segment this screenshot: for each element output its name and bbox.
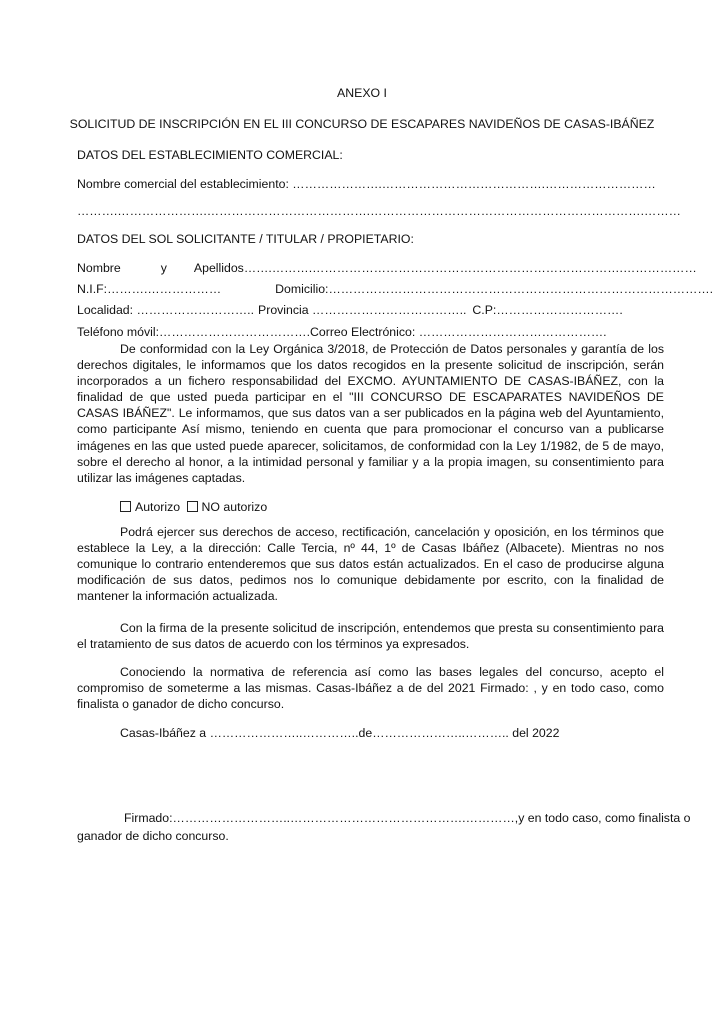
email-field[interactable] bbox=[310, 325, 607, 339]
month-dots: …………………..……….. bbox=[372, 726, 509, 740]
phone-label: Teléfono móvil: bbox=[77, 325, 160, 339]
province-dots: ……………………………….. bbox=[312, 303, 467, 317]
commercial-name-field[interactable] bbox=[77, 177, 656, 191]
address-label: Domicilio: bbox=[275, 282, 329, 296]
rules-paragraph: Conociendo la normativa de referencia así como las bases legales del concurso, acepto el compromiso de someterme a las mismas. Casas-Ibáñez a de del 2021 Firmado: , y en todo caso, como finalista o ganador de dicho concurso. bbox=[77, 665, 664, 712]
applicant-heading: DATOS DEL SOL SOLICITANTE / TITULAR / PROPIETARIO: bbox=[77, 232, 414, 246]
address-field[interactable] bbox=[275, 282, 713, 296]
date-place: Casas-Ibáñez a bbox=[120, 726, 207, 740]
not-authorize-option[interactable] bbox=[187, 500, 268, 514]
locality-dots: ……………………….. bbox=[136, 303, 255, 317]
signed-label: Firmado: bbox=[124, 811, 173, 825]
day-dots: …………………..………….. bbox=[209, 726, 359, 740]
privacy-paragraph: De conformidad con la Ley Orgánica 3/2018, de Protección de Datos personales y garantía de los derechos digitales, le informamos que los datos recogidos en la presente solicitud de inscripción, serán incorporados a un fichero responsabilidad del EXCMO. AYUNTAMIENTO DE CASAS-IBÁÑEZ, con la finalidad de que usted pueda participar en el "III CONCURSO DE ESCAPARATES NAVIDEÑOS DE CASAS IBÁÑEZ". Le informamos, que sus datos van a ser publicados en la página web del Ayuntamiento, como participante Así mismo, teniendo en cuenta que para promocionar el concurso van a publicarse imágenes en las que usted puede aparecer, solicitamos, de conformidad con la Ley 1/1982, de 5 de mayo, sobre el derecho al honor, a la intimidad personal y familiar y a la propia imagen, su consentimiento para utilizar las imágenes captadas. bbox=[77, 342, 664, 485]
locality-row bbox=[77, 303, 664, 317]
address-dots: …………………………………………………………………………………. bbox=[328, 282, 714, 296]
phone-field[interactable] bbox=[77, 325, 310, 339]
name-word: Nombre bbox=[77, 261, 121, 275]
signature-consent-paragraph: Con la firma de la presente solicitud de inscripción, entendemos que presta su consentimiento para el tratamiento de sus datos de acuerdo con los términos ya expresados. bbox=[77, 621, 664, 652]
and-word: y bbox=[160, 261, 167, 275]
de-word: de bbox=[358, 726, 373, 740]
postal-label: C.P: bbox=[472, 303, 497, 317]
year-text: del 2022 bbox=[512, 726, 560, 740]
locality-label: Localidad: bbox=[77, 303, 134, 317]
surname-label: Apellidos bbox=[193, 261, 244, 275]
signed-dots: ………………………..…………………………………….…………, bbox=[172, 811, 519, 825]
consent-options bbox=[120, 500, 267, 514]
email-dots: ………………………………………. bbox=[418, 325, 607, 339]
nif-dots: ……….……………… bbox=[107, 282, 222, 296]
postal-dots: …………………………. bbox=[496, 303, 623, 317]
postal-code-field[interactable] bbox=[472, 303, 622, 317]
date-line[interactable] bbox=[120, 726, 559, 740]
email-label: Correo Electrónico: bbox=[310, 325, 416, 339]
name-surname-field[interactable] bbox=[77, 261, 697, 275]
province-field[interactable] bbox=[258, 303, 466, 317]
phone-dots: ………………………………. bbox=[159, 325, 311, 339]
nif-field[interactable] bbox=[77, 282, 221, 296]
signed-line[interactable] bbox=[77, 811, 691, 825]
commercial-name-dots: ………………….………………………………….……………………… bbox=[292, 177, 656, 191]
nif-address-row bbox=[77, 282, 714, 296]
commercial-name-continuation[interactable]: ……….………………….………………………………….………………………………………………………….……… bbox=[77, 204, 681, 218]
province-label: Provincia bbox=[258, 303, 309, 317]
not-authorize-label: NO autorizo bbox=[201, 500, 268, 514]
rights-paragraph: Podrá ejercer sus derechos de acceso, rectificación, cancelación y oposición, en los términos que establece la Ley, a la dirección: Calle Tercia, nº 44, 1º de Casas Ibáñez (Albacete). Mientras no nos comunique lo contrario entenderemos que sus datos están actualizados. En el caso de producirse alguna modificación de sus datos, pedimos nos lo comunique debidamente por escrito, con la finalidad de mantener la información actualizada. bbox=[77, 525, 664, 604]
form-title: SOLICITUD DE INSCRIPCIÓN EN EL III CONCURSO DE ESCAPARES NAVIDEÑOS DE CASAS-IBÁÑEZ bbox=[69, 117, 655, 131]
annex-title: ANEXO I bbox=[337, 86, 387, 100]
surname-dots: …….……….………………………………………………………………….……………… bbox=[243, 261, 697, 275]
signed-continuation: ganador de dicho concurso. bbox=[77, 829, 229, 843]
establishment-heading: DATOS DEL ESTABLECIMIENTO COMERCIAL: bbox=[77, 148, 343, 162]
commercial-name-label: Nombre comercial del establecimiento: bbox=[77, 177, 289, 191]
signed-tail: y en todo caso, como finalista o bbox=[518, 811, 691, 825]
contact-row bbox=[77, 325, 664, 339]
authorize-option[interactable] bbox=[120, 500, 180, 514]
authorize-checkbox[interactable] bbox=[120, 501, 131, 512]
authorize-label: Autorizo bbox=[135, 500, 181, 514]
locality-field[interactable] bbox=[77, 303, 254, 317]
not-authorize-checkbox[interactable] bbox=[187, 501, 198, 512]
nif-label: N.I.F: bbox=[77, 282, 108, 296]
